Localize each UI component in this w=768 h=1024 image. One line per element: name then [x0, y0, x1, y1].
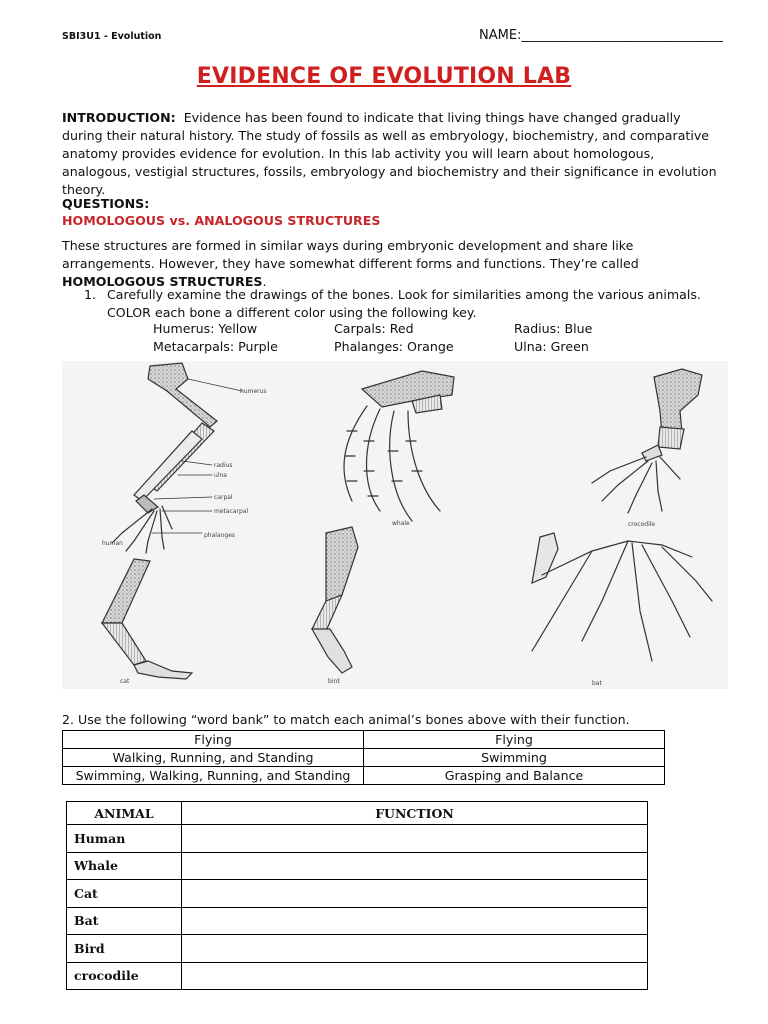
word-bank-cell: Grasping and Balance — [364, 767, 665, 785]
caption-bat: bat — [592, 680, 602, 687]
table-row — [67, 880, 648, 908]
section-text-bold: HOMOLOGOUS STRUCTURES — [62, 274, 263, 289]
section-heading: HOMOLOGOUS vs. ANALOGOUS STRUCTURES — [62, 213, 381, 228]
word-bank-cell: Walking, Running, and Standing — [63, 749, 364, 767]
section-paragraph — [62, 237, 722, 291]
animal-cell: Bat — [67, 907, 182, 935]
table-row — [67, 935, 648, 963]
label-phalanges: phalanges — [204, 532, 236, 539]
course-label: SBI3U1 - Evolution — [62, 31, 162, 42]
bone-drawings-svg — [62, 361, 728, 689]
function-answer-cell[interactable] — [182, 825, 648, 853]
word-bank-cell: Swimming — [364, 749, 665, 767]
animal-cell: Cat — [67, 880, 182, 908]
function-answer-cell[interactable] — [182, 935, 648, 963]
function-answer-cell[interactable] — [182, 962, 648, 990]
label-carpal: carpal — [214, 494, 233, 501]
key-phalanges: Phalanges: Orange — [334, 339, 454, 354]
word-bank-cell: Flying — [364, 731, 665, 749]
animal-cell: Bird — [67, 935, 182, 963]
label-ulna: ulna — [214, 472, 227, 479]
caption-human: human — [102, 540, 123, 547]
table-row — [63, 749, 665, 767]
table-row — [63, 767, 665, 785]
cat-leg-drawing — [102, 559, 192, 679]
question-1 — [84, 286, 704, 322]
bone-drawings-figure — [62, 361, 728, 689]
q1-line-2: COLOR each bone a different color using the following key. — [107, 305, 477, 320]
table-row — [67, 825, 648, 853]
name-field[interactable]: NAME:_______________________________ — [479, 28, 723, 43]
function-answer-cell[interactable] — [182, 880, 648, 908]
word-bank-cell: Swimming, Walking, Running, and Standing — [63, 767, 364, 785]
table-row — [67, 907, 648, 935]
introduction — [62, 109, 722, 199]
label-humerus: humerus — [240, 388, 267, 395]
caption-whale: whale — [392, 520, 410, 527]
table-row — [67, 962, 648, 990]
function-answer-cell[interactable] — [182, 907, 648, 935]
q1-line-1: Carefully examine the drawings of the bones. Look for similarities among the various animals. — [107, 287, 701, 302]
key-humerus: Humerus: Yellow — [153, 321, 258, 336]
function-answer-cell[interactable] — [182, 852, 648, 880]
animal-function-table — [66, 801, 648, 990]
key-radius: Radius: Blue — [514, 321, 593, 336]
word-bank-table — [62, 730, 665, 785]
intro-label: INTRODUCTION: — [62, 110, 176, 125]
key-metacarpals: Metacarpals: Purple — [153, 339, 278, 354]
caption-crocodile: crocodile — [628, 521, 656, 528]
table-row — [63, 731, 665, 749]
questions-heading: QUESTIONS: — [62, 196, 150, 211]
section-text: These structures are formed in similar ways during embryonic development and share like arrangements. However, they have somewhat different forms and functions. They’re called — [62, 238, 639, 271]
human-arm-drawing — [112, 363, 242, 553]
caption-bird: bird — [328, 678, 340, 685]
page-title: EVIDENCE OF EVOLUTION LAB — [196, 64, 572, 89]
question-2: 2. Use the following “word bank” to match each animal’s bones above with their function. — [62, 712, 630, 727]
crocodile-limb-drawing — [592, 369, 702, 513]
label-radius: radius — [214, 462, 233, 469]
q1-number: 1. — [84, 287, 97, 302]
bat-wing-drawing — [532, 533, 712, 661]
caption-cat: cat — [120, 678, 130, 685]
function-column-header: FUNCTION — [182, 802, 648, 825]
section-text-end: . — [262, 274, 267, 289]
animal-cell: Whale — [67, 852, 182, 880]
label-metacarpal: metacarpal — [214, 508, 249, 515]
word-bank-cell: Flying — [63, 731, 364, 749]
animal-cell: crocodile — [67, 962, 182, 990]
animal-column-header: ANIMAL — [67, 802, 182, 825]
bird-wing-drawing — [312, 527, 358, 673]
animal-cell: Human — [67, 825, 182, 853]
key-carpals: Carpals: Red — [334, 321, 414, 336]
intro-text: Evidence has been found to indicate that living things have changed gradually during their natural history. The study of fossils as well as embryology, biochemistry, and comparative anatomy provides evidence for evolution. In this lab activity you will learn about homologous, analogous, vestigial structures, fossils, embryology and biochemistry and their significance in evolution theory. — [62, 110, 717, 197]
whale-flipper-drawing — [344, 371, 454, 521]
key-ulna: Ulna: Green — [514, 339, 589, 354]
table-header-row — [67, 802, 648, 825]
table-row — [67, 852, 648, 880]
